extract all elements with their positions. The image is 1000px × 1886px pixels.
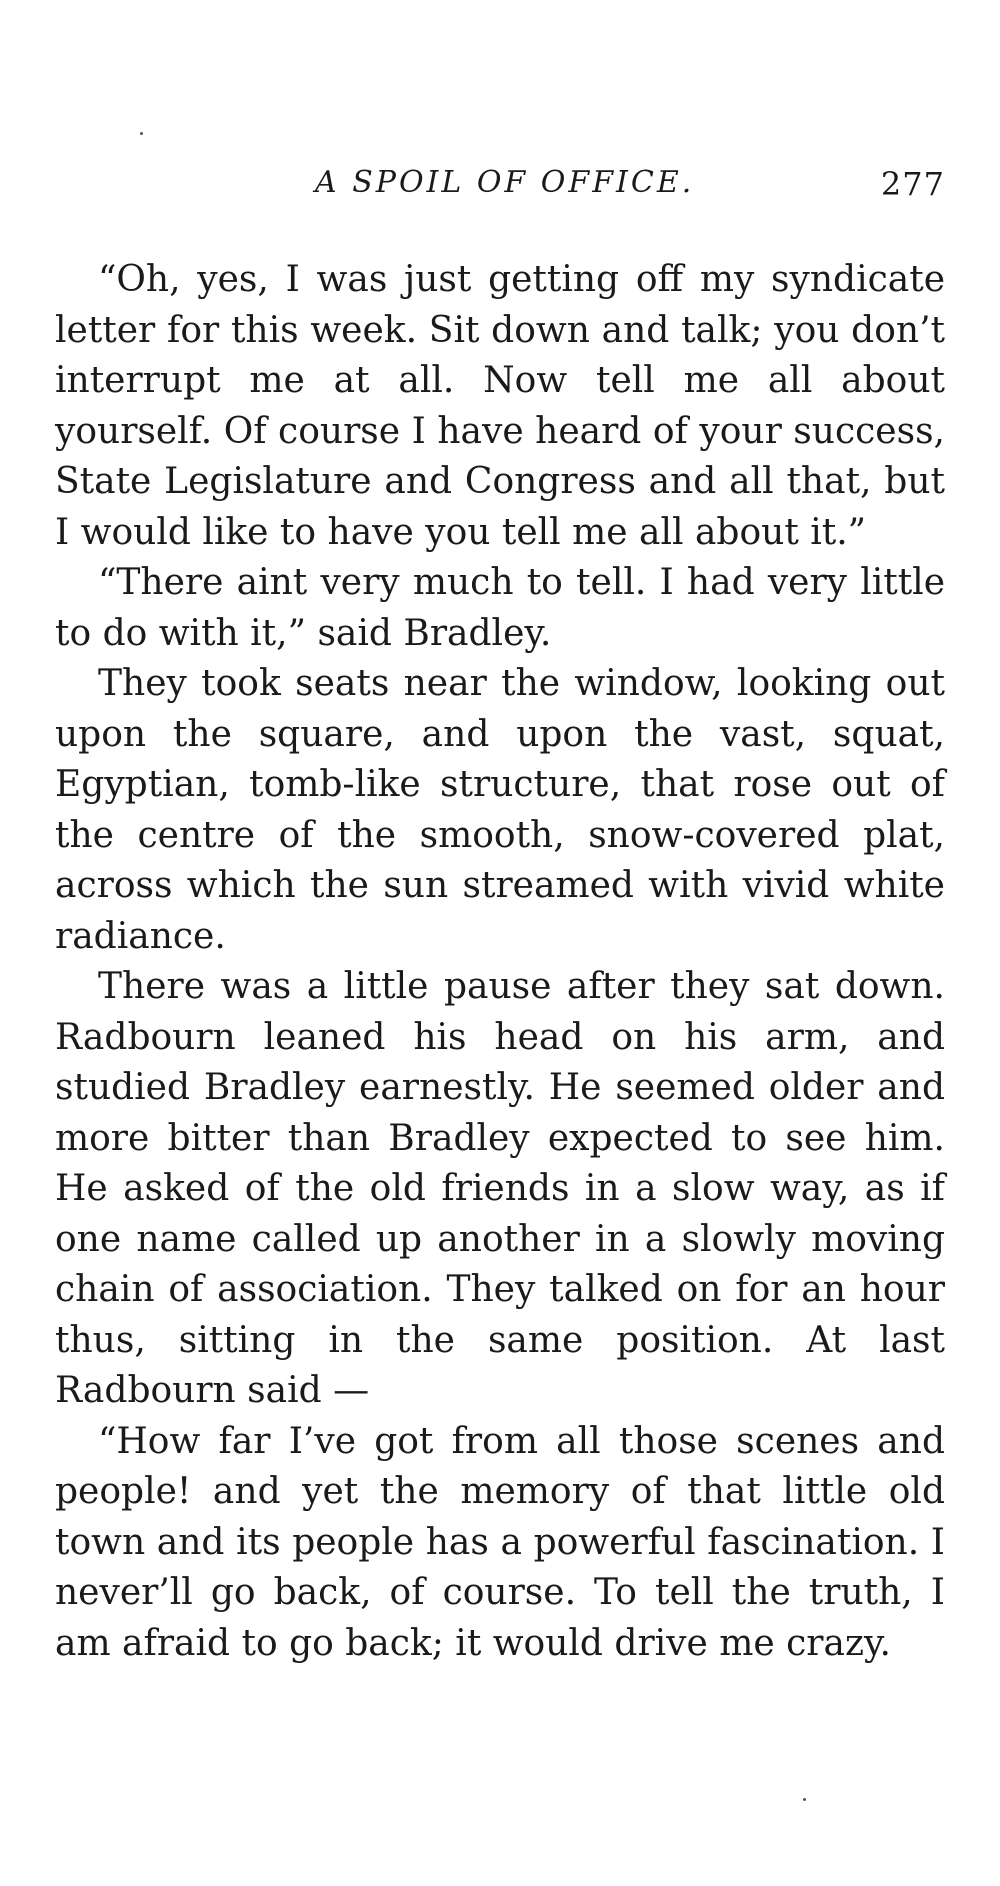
running-head	[55, 165, 945, 205]
paragraph: There was a little pause after they sat down. Radbourn leaned his head on his arm, and studied Bradley earnestly. He seemed older and more bitter than Bradley expected to see him. He asked of the old friends in a slow way, as if one name called up another in a slowly moving chain of association. They talked on for an hour thus, sitting in the same position. At last Radbourn said —	[55, 966, 945, 1411]
running-title: A SPOIL OF OFFICE.	[315, 165, 695, 200]
paragraph: They took seats near the window, looking out upon the square, and upon the vast, squat, Egyptian, tomb-like structure, that rose out of the centre of the smooth, snow-covered plat, across which the sun streamed with vivid white radiance.	[55, 663, 945, 957]
print-speck	[140, 132, 143, 135]
page-number: 277	[880, 165, 945, 203]
paragraph: “Oh, yes, I was just getting off my syndicate letter for this week. Sit down and talk; you don’t interrupt me at all. Now tell me all about yourself. Of course I have heard of your success, State Legislature and Congress and all that, but I would like to have you tell me all about it.”	[55, 259, 945, 553]
body-text	[55, 255, 945, 1669]
print-speck	[803, 1798, 806, 1801]
paragraph: “How far I’ve got from all those scenes and people! and yet the memory of that little old town and its people has a powerful fascination. I never’ll go back, of course. To tell the truth, I am afraid to go back; it would drive me crazy.	[55, 1420, 945, 1664]
paragraph: “There aint very much to tell. I had very little to do with it,” said Bradley.	[55, 562, 945, 654]
